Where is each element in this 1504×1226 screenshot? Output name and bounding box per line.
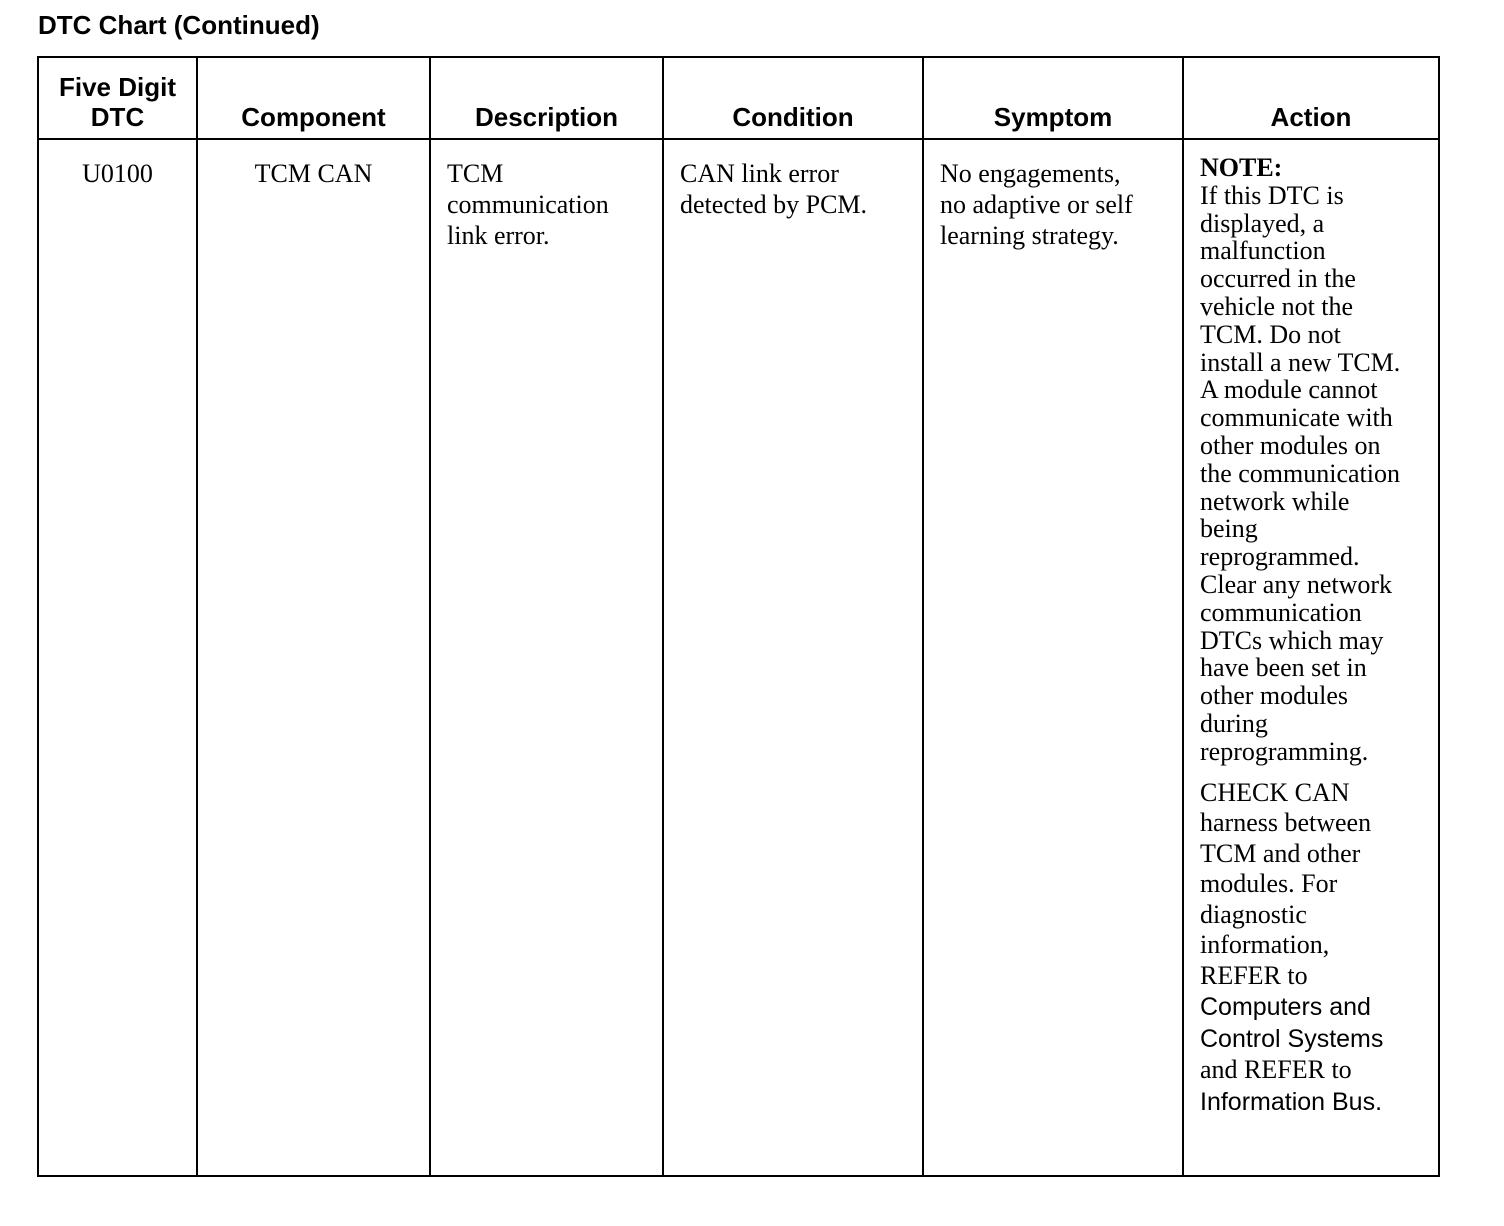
table-header-row	[38, 57, 1439, 139]
check-line: REFER to	[1200, 960, 1308, 990]
cell-action	[1183, 139, 1439, 1176]
note-line: reprogrammed.	[1200, 542, 1360, 572]
note-text	[1200, 182, 1432, 766]
note-line: reprogramming.	[1200, 736, 1369, 766]
cell-symptom	[923, 139, 1183, 1176]
header-condition: Condition	[663, 57, 923, 139]
check-line: CHECK CAN	[1200, 777, 1350, 807]
note-line: network while	[1200, 486, 1350, 516]
note-line: install a new TCM.	[1200, 347, 1401, 377]
description-line: TCM	[447, 159, 504, 188]
description-line: communication	[447, 190, 609, 219]
note-line: malfunction	[1200, 236, 1326, 266]
cell-description	[430, 139, 663, 1176]
condition-line: detected by PCM.	[680, 190, 868, 219]
cell-dtc-code: U0100	[38, 139, 197, 1176]
description-line: link error.	[447, 221, 550, 250]
note-line: TCM. Do not	[1200, 319, 1341, 349]
check-line: information,	[1200, 930, 1330, 960]
check-line: diagnostic	[1200, 899, 1307, 929]
check-line: TCM and other	[1200, 838, 1361, 868]
reference-information-bus: Information Bus.	[1200, 1087, 1383, 1116]
header-dtc-line2: DTC	[90, 102, 145, 132]
table-row	[38, 139, 1439, 1176]
header-five-digit-dtc	[38, 57, 197, 139]
check-text	[1200, 778, 1432, 1118]
header-component: Component	[197, 57, 430, 139]
note-line: other modules on	[1200, 430, 1381, 460]
dtc-chart-table	[37, 56, 1440, 1177]
note-line: being	[1200, 514, 1258, 544]
note-line: displayed, a	[1200, 208, 1325, 238]
reference-line: Control Systems	[1200, 1025, 1384, 1054]
note-line: vehicle not the	[1200, 291, 1354, 321]
header-action: Action	[1183, 57, 1439, 139]
note-line: communication	[1200, 597, 1362, 627]
note-line: other modules	[1200, 681, 1349, 711]
note-line: during	[1200, 708, 1268, 738]
symptom-line: no adaptive or self	[940, 190, 1133, 219]
reference-computers-control-systems	[1200, 991, 1383, 1055]
note-line: If this DTC is	[1200, 180, 1344, 210]
note-line: communicate with	[1200, 403, 1393, 433]
check-line: harness between	[1200, 808, 1372, 838]
header-description: Description	[430, 57, 663, 139]
page-title: DTC Chart (Continued)	[38, 10, 320, 40]
note-line: Clear any network	[1200, 569, 1393, 599]
note-line: A module cannot	[1200, 375, 1378, 405]
symptom-line: No engagements,	[940, 159, 1121, 188]
header-symptom: Symptom	[923, 57, 1183, 139]
symptom-line: learning strategy.	[940, 221, 1119, 250]
cell-component: TCM CAN	[197, 139, 430, 1176]
check-line: and REFER to	[1200, 1055, 1352, 1085]
check-line: modules. For	[1200, 869, 1338, 899]
reference-line: Computers and	[1200, 993, 1371, 1022]
note-label: NOTE:	[1200, 153, 1283, 182]
note-line: have been set in	[1200, 653, 1367, 683]
header-dtc-line1: Five Digit	[58, 72, 176, 102]
condition-line: CAN link error	[680, 159, 839, 188]
note-line: DTCs which may	[1200, 625, 1384, 655]
note-line: the communication	[1200, 458, 1401, 488]
note-line: occurred in the	[1200, 264, 1356, 294]
cell-condition	[663, 139, 923, 1176]
